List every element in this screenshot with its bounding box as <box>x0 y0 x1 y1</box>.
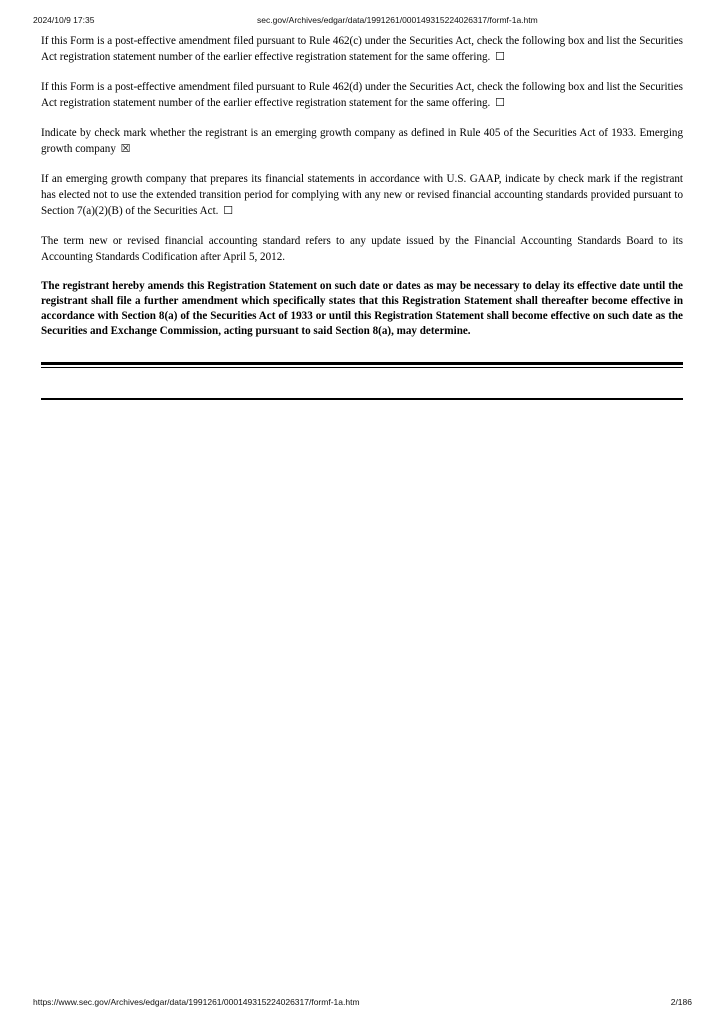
section-divider <box>41 398 683 400</box>
rule-462d-checkbox: ☐ <box>495 97 506 109</box>
page-number: 2/186 <box>670 997 692 1007</box>
gaap-paragraph <box>41 171 683 219</box>
egc-checkbox: ☒ <box>120 143 131 155</box>
gaap-text: If an emerging growth company that prepares its financial statements in accordance with U.S. GAAP, indicate by check mark if the registrant has elected not to use the extended transition period for complying with any new or revised financial accounting standards provided pursuant to Section 7(a)(2)(B) of the Securities Act. <box>41 173 683 217</box>
rule-462c-text: If this Form is a post-effective amendment filed pursuant to Rule 462(c) under the Securities Act, check the following box and list the Securities Act registration statement number of the earlier effective registration statement for the same offering. <box>41 35 683 63</box>
egc-text: Indicate by check mark whether the registrant is an emerging growth company as defined in Rule 405 of the Securities Act of 1933. Emerging growth company <box>41 127 683 155</box>
rule-462d-paragraph <box>41 79 683 111</box>
rule-462c-checkbox: ☐ <box>495 51 506 63</box>
print-header-url: sec.gov/Archives/edgar/data/1991261/000149315224026317/formf-1a.htm <box>257 15 538 25</box>
print-datetime: 2024/10/9 17:35 <box>33 15 95 25</box>
rule-462c-paragraph <box>41 33 683 65</box>
gaap-checkbox: ☐ <box>223 205 234 217</box>
egc-paragraph <box>41 125 683 157</box>
double-rule-thin <box>41 367 683 368</box>
standard-definition-paragraph: The term new or revised financial accounting standard refers to any update issued by the Financial Accounting Standards Board to its Accounting Standards Codification after April 5, 2012. <box>41 235 683 263</box>
print-footer-url: https://www.sec.gov/Archives/edgar/data/1991261/000149315224026317/formf-1a.htm <box>33 997 360 1007</box>
document-body <box>41 33 683 353</box>
rule-462d-text: If this Form is a post-effective amendment filed pursuant to Rule 462(d) under the Securities Act, check the following box and list the Securities Act registration statement number of the earlier effective registration statement for the same offering. <box>41 81 683 109</box>
double-rule-thick <box>41 362 683 365</box>
delaying-amendment-paragraph: The registrant hereby amends this Registration Statement on such date or dates as may be necessary to delay its effective date until the registrant shall file a further amendment which specifically states that this Registration Statement shall thereafter become effective in accordance with Section 8(a) of the Securities Act of 1933 or until this Registration Statement shall become effective on such date as the Securities and Exchange Commission, acting pursuant to said Section 8(a), may determine. <box>41 280 683 337</box>
